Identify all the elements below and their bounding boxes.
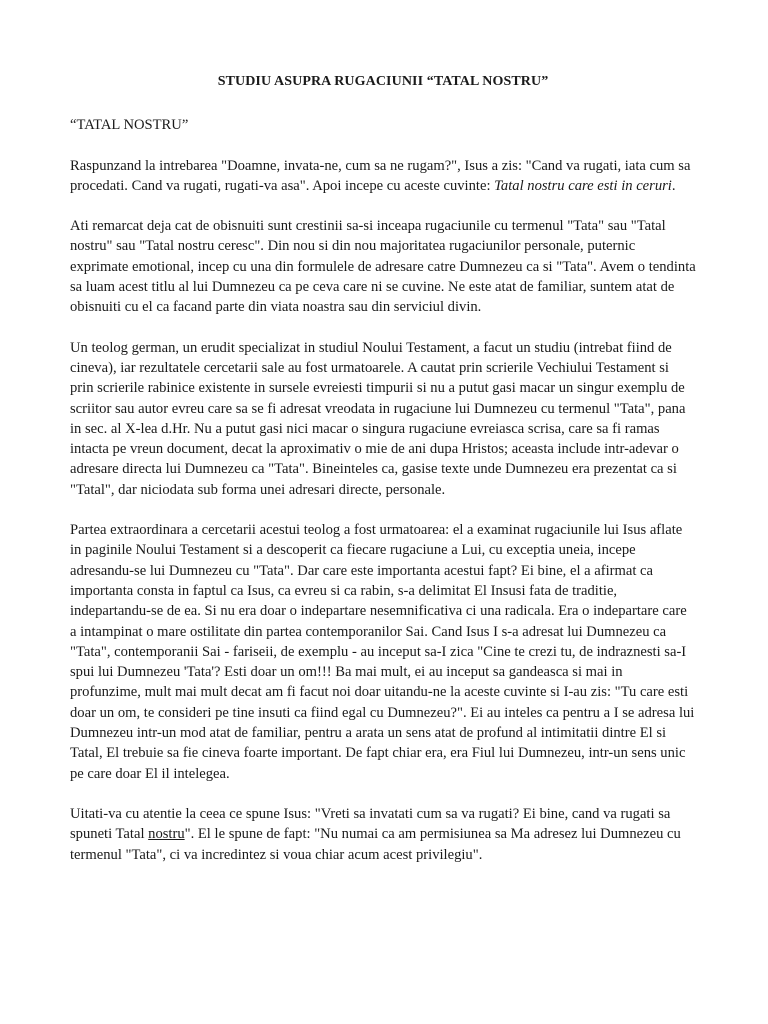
paragraph-1-text: Raspunzand la intrebarea "Doamne, invata-ne, cum sa ne rugam?", Isus a zis: "Cand va rugati, iata cum sa procedati. Cand va rugati, rugati-va asa". Apoi incepe cu aceste cuvinte: — [70, 157, 691, 194]
document-title: STUDIU ASUPRA RUGACIUNII “TATAL NOSTRU” — [217, 74, 549, 89]
paragraph-1-italic-quote: Tatal nostru care esti in ceruri — [494, 177, 672, 194]
paragraph-2: Ati remarcat deja cat de obisnuiti sunt crestinii sa-si inceapa rugaciunile cu termenul "Tata" sau "Tatal nostru" sau "Tatal nostru ceresc". Din nou si din nou majoritatea rugaciunilor personale, puternic exprimate emotional, incep cu una din formulele de adresare catre Dumnezeu ca si "Tata". Avem o tendinta sa luam acest titlu al lui Dumnezeu ca pe ceva care ni se cuvine. Ne este atat de familiar, suntem atat de obisnuiti cu el ca facand parte din viata noastra sau din serviciul divin. — [70, 218, 696, 316]
paragraph-1-end: . — [671, 177, 676, 194]
paragraph-5-end: ". El le spune de fapt: "Nu numai ca am permisiunea sa Ma adresez lui Dumnezeu cu termenul "Tata", ci va incredintez si voua chiar acum acest privilegiu". — [70, 826, 681, 863]
paragraph-3: Un teolog german, un erudit specializat in studiul Noului Testament, a facut un studiu (intrebat fiind de cineva), iar rezultatele cercetarii sale au fost urmatoarele. A cautat prin scrierile Vechiului Testament si prin scrierile rabinice existente in sursele evreiesti timpurii si nu a putut gasi macar un singur exemplu de scriitor sau autor evreu care sa se fi adresat vreodata in rugaciune lui Dumnezeu cu termenul "Tata", pana in sec. al X-lea d.Hr. Nu a putut gasi nici macar o singura rugaciune evreiasca scrisa, care sa fi ramas intacta pe vreun document, decat la aproximativ o mie de ani dupa Hristos; aceasta include intr-adevar o adresare directa lui Dumnezeu ca "Tata". Bineinteles ca, gasise texte unde Dumnezeu era prezentat ca si "Tatal", dar niciodata sub forma unei adresari directe, personale. — [70, 339, 686, 498]
document-page — [70, 72, 696, 865]
paragraph-1 — [70, 156, 696, 197]
paragraph-5 — [70, 804, 696, 865]
paragraph-4: Partea extraordinara a cercetarii acestui teolog a fost urmatoarea: el a examinat rugaciunile lui Isus aflate in paginile Noului Testament si a descoperit ca fiecare rugaciune a Lui, cu exceptia uneia, incepe adresandu-se lui Dumnezeu cu "Tata". Dar care este importanta acestui fapt? Ei bine, el a afirmat ca importanta consta in faptul ca Isus, ca evreu si ca rabin, s-a delimitat El Insusi fata de traditie, indepartandu-se de ea. Si nu era doar o indepartare nesemnificativa ci una radicala. Era o indepartare care a intampinat o mare ostilitate din partea contemporanilor Sai. Cand Isus I s-a adresat lui Dumnezeu ca "Tata", contemporanii Sai - fariseii, de exemplu - au inceput sa-I zica "Cine te crezi tu, de indraznesti sa-I spui lui Dumnezeu 'Tata'? Esti doar un om!!! Ba mai mult, ei au inceput sa gandeasca si mai in profunzime, mult mai mult decat am fi facut noi doar uitandu-ne la aceste cuvinte si I-au zis: "Tu care esti doar un om, te consideri pe tine insuti ca fiind egal cu Dumnezeu?". Ei au inteles ca pentru a I se adresa lui Dumnezeu intr-un mod atat de familiar, pentru a arata un sens atat de profund al intimitatii dintre El si Tatal, El trebuie sa fie cineva foarte important. De fapt chiar era, era Fiul lui Dumnezeu, intr-un sens unic pe care doar El il intelegea. — [70, 522, 695, 782]
section-heading: “TATAL NOSTRU” — [70, 117, 189, 134]
paragraph-5-underlined-word: nostru — [148, 826, 185, 843]
paragraph-5-start: Uitati-va cu atentie la ceea ce spune Isus: "Vreti sa invatati cum sa va rugati? Ei bine, cand va rugati sa spuneti Tatal — [70, 805, 671, 843]
